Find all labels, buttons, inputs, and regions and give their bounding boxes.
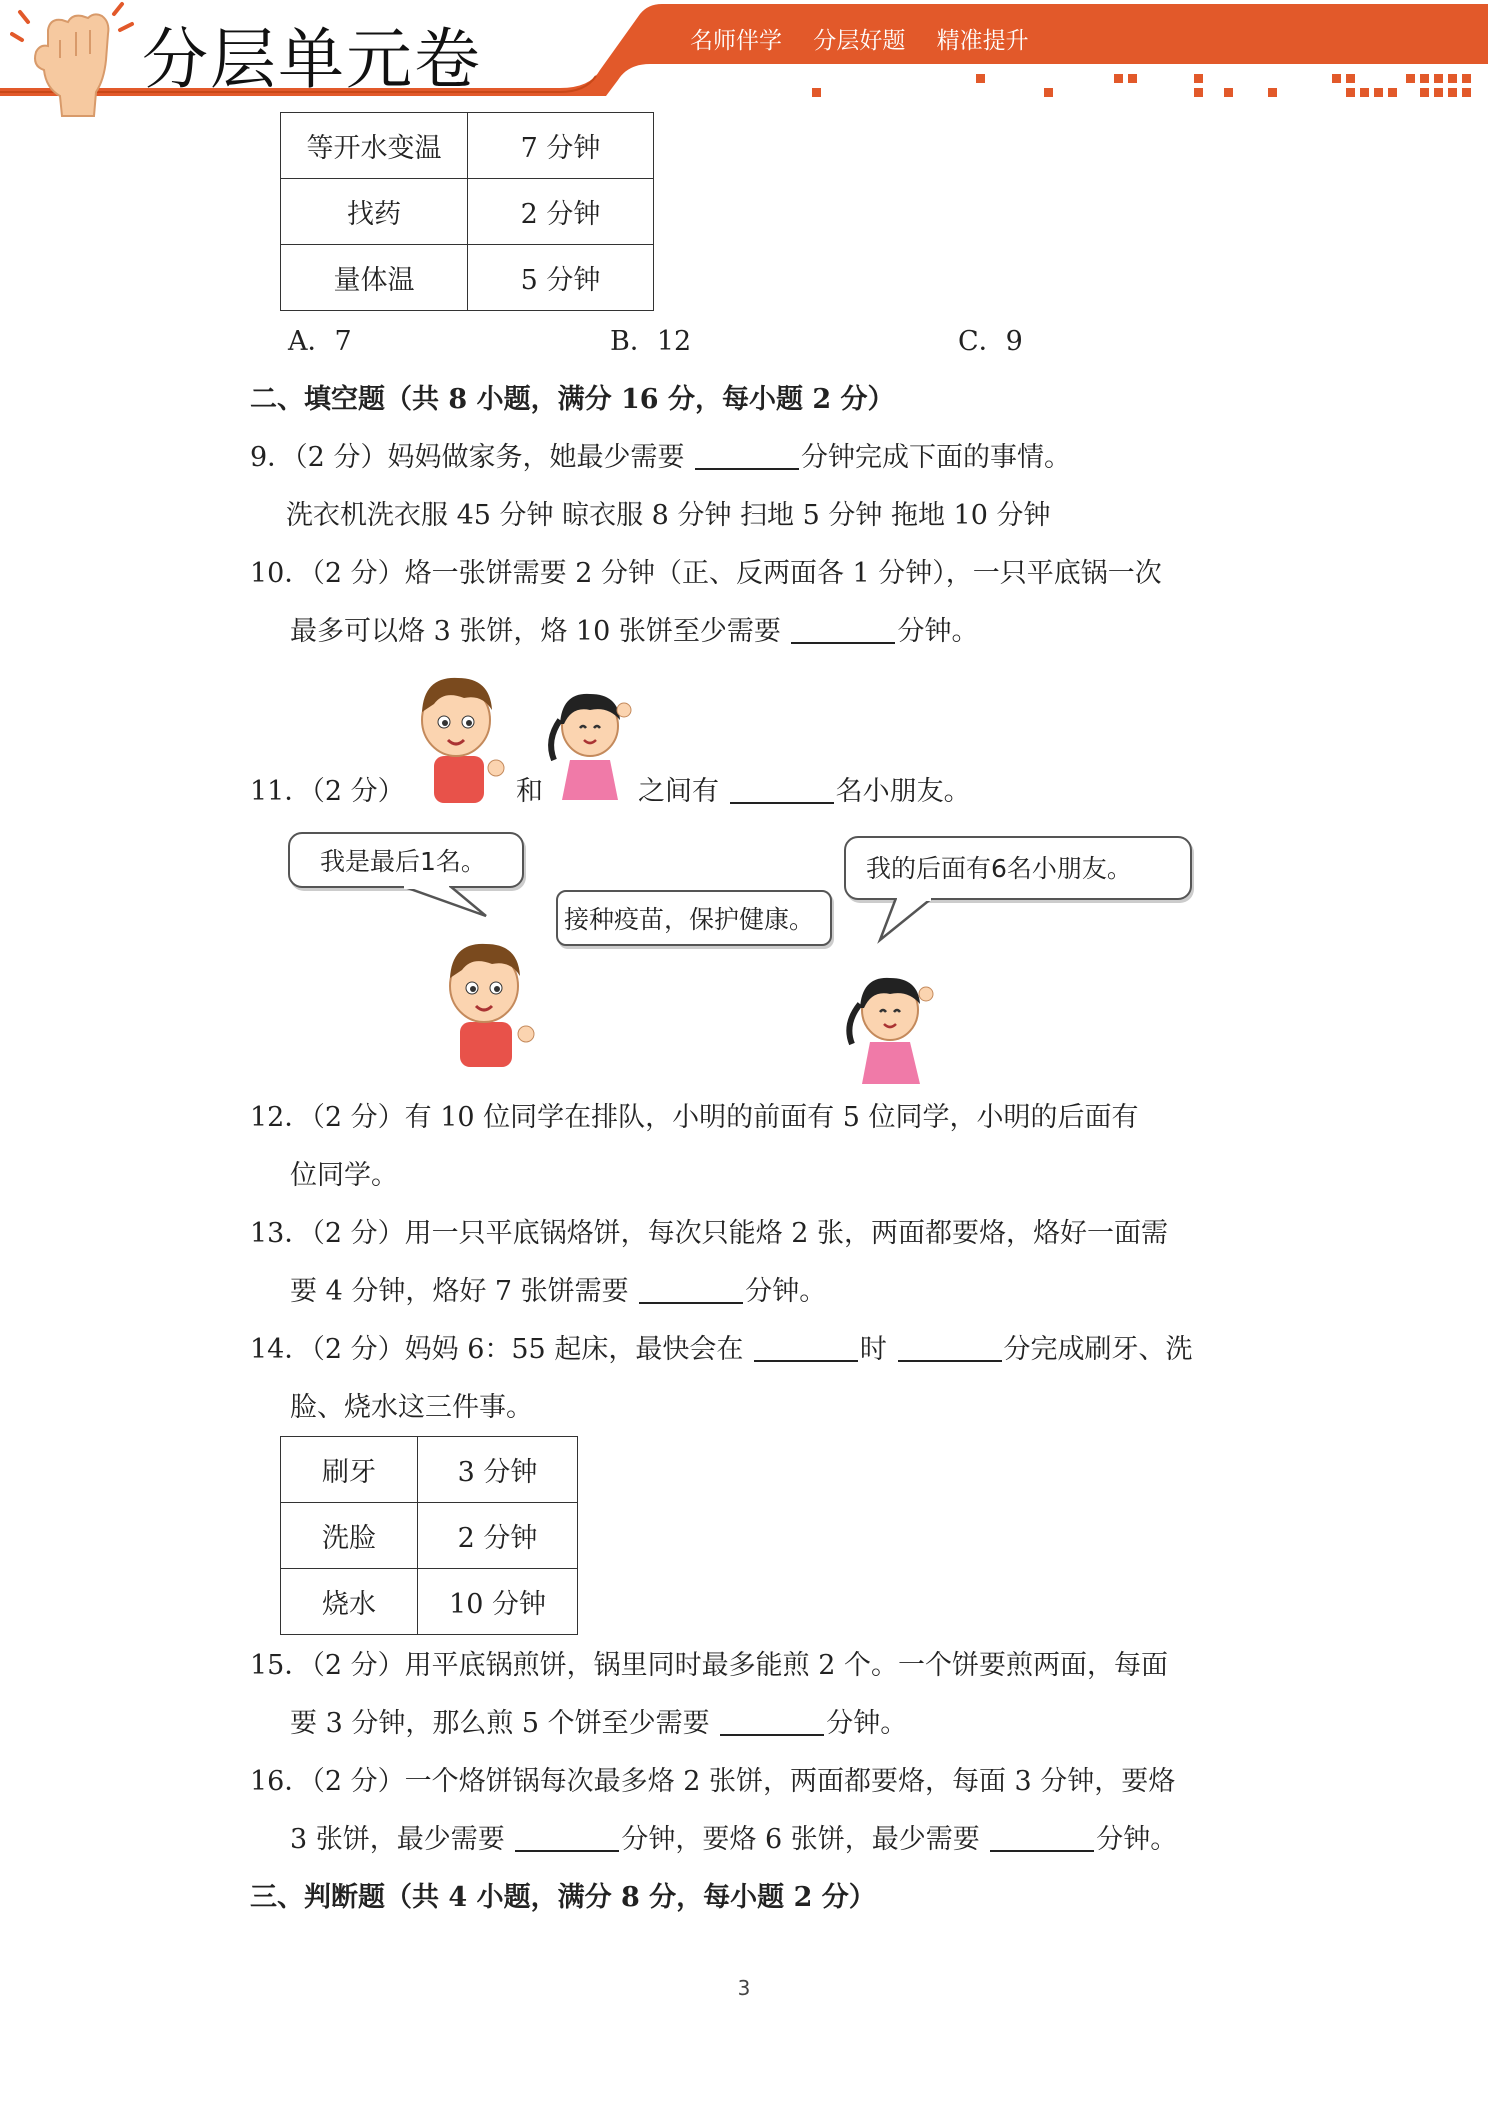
header-title: 分层单元卷 bbox=[142, 21, 482, 98]
table-row bbox=[281, 113, 654, 179]
table-cell: 找药 bbox=[281, 179, 468, 245]
table-cell: 10 分钟 bbox=[418, 1569, 578, 1635]
answer-blank[interactable] bbox=[791, 614, 895, 644]
table-cell: 5 分钟 bbox=[468, 245, 654, 311]
bubble-text: 接种疫苗，保护健康。 bbox=[564, 905, 815, 934]
page-number: 3 bbox=[737, 1976, 751, 2000]
header-slogans bbox=[690, 22, 1053, 55]
q13-text: 要 4 分钟，烙好 7 张饼需要 bbox=[290, 1276, 629, 1307]
q9-tasks: 洗衣机洗衣服 45 分钟 晾衣服 8 分钟 扫地 5 分钟 拖地 10 分钟 bbox=[286, 500, 1051, 531]
table-cell: 3 分钟 bbox=[418, 1437, 578, 1503]
speech-bubble-right bbox=[844, 836, 1192, 900]
answer-blank[interactable] bbox=[695, 440, 799, 470]
q13-line2 bbox=[290, 1272, 826, 1312]
q14-mid: 时 bbox=[859, 1334, 887, 1365]
q14-time-table bbox=[280, 1436, 578, 1635]
table-cell: 等开水变温 bbox=[281, 113, 468, 179]
boy-illustration bbox=[404, 668, 514, 803]
slogan-2: 分层好题 bbox=[813, 28, 906, 54]
q16-text-c: 分钟。 bbox=[1096, 1824, 1178, 1855]
slogan-1: 名师伴学 bbox=[690, 28, 782, 54]
q11-prefix: 11．（2 分） bbox=[250, 776, 405, 807]
q16-line2 bbox=[290, 1820, 1177, 1860]
q8-option-a: A．7 bbox=[288, 326, 352, 357]
q14-line2: 脸、烧水这三件事。 bbox=[290, 1392, 533, 1423]
boy-illustration bbox=[428, 932, 548, 1067]
question-14 bbox=[250, 1330, 1193, 1370]
section-heading: 二、填空题（共 8 小题，满分 16 分，每小题 2 分） bbox=[250, 384, 895, 415]
q12-line2: 位同学。 bbox=[290, 1160, 398, 1191]
slogan-3: 精准提升 bbox=[936, 28, 1029, 54]
bubble-text: 我的后面有6名小朋友。 bbox=[866, 854, 1132, 883]
table-cell: 2 分钟 bbox=[418, 1503, 578, 1569]
answer-blank[interactable] bbox=[990, 1822, 1094, 1852]
answer-blank[interactable] bbox=[898, 1332, 1002, 1362]
q15-suffix: 分钟。 bbox=[826, 1708, 908, 1739]
bubble-text: 我是最后1名。 bbox=[320, 847, 486, 876]
table-row bbox=[281, 1503, 578, 1569]
table-cell: 刷牙 bbox=[281, 1437, 418, 1503]
q8-time-table bbox=[280, 112, 654, 311]
girl-illustration bbox=[540, 680, 640, 805]
table-row bbox=[281, 179, 654, 245]
q15-line2 bbox=[290, 1704, 907, 1744]
table-cell: 量体温 bbox=[281, 245, 468, 311]
question-10: 10．（2 分）烙一张饼需要 2 分钟（正、反两面各 1 分钟），一只平底锅一次 bbox=[250, 558, 1162, 589]
table-cell: 烧水 bbox=[281, 1569, 418, 1635]
q10-suffix: 分钟。 bbox=[897, 616, 979, 647]
question-9 bbox=[250, 438, 1071, 478]
q11-suffix: 名小朋友。 bbox=[835, 776, 971, 807]
q14-suffix: 分完成刷牙、洗 bbox=[1003, 1334, 1193, 1365]
table-cell: 洗脸 bbox=[281, 1503, 418, 1569]
answer-blank[interactable] bbox=[754, 1332, 858, 1362]
question-13: 13．（2 分）用一只平底锅烙饼，每次只能烙 2 张，两面都要烙，烙好一面需 bbox=[250, 1218, 1168, 1249]
speech-bubble-middle bbox=[556, 890, 832, 946]
bubble-tail bbox=[872, 898, 952, 944]
question-11 bbox=[638, 772, 971, 812]
q8-option-c: C．9 bbox=[958, 326, 1023, 357]
bubble-tail bbox=[400, 886, 490, 920]
answer-blank[interactable] bbox=[720, 1706, 824, 1736]
q10-line2 bbox=[290, 612, 978, 652]
q16-text-b: 分钟，要烙 6 张饼，最少需要 bbox=[621, 1824, 980, 1855]
question-16: 16．（2 分）一个烙饼锅每次最多烙 2 张饼，两面都要烙，每面 3 分钟，要烙 bbox=[250, 1766, 1176, 1797]
answer-blank[interactable] bbox=[515, 1822, 619, 1852]
table-cell: 7 分钟 bbox=[468, 113, 654, 179]
table-cell: 2 分钟 bbox=[468, 179, 654, 245]
q8-option-b: B．12 bbox=[610, 326, 692, 357]
girl-illustration bbox=[836, 966, 946, 1086]
fist-logo-icon bbox=[10, 0, 140, 120]
answer-blank[interactable] bbox=[730, 774, 834, 804]
question-12: 12．（2 分）有 10 位同学在排队，小明的前面有 5 位同学，小明的后面有 bbox=[250, 1102, 1139, 1133]
q15-text: 要 3 分钟，那么煎 5 个饼至少需要 bbox=[290, 1708, 710, 1739]
q14-text: 14．（2 分）妈妈 6：55 起床，最快会在 bbox=[250, 1334, 744, 1365]
question-15: 15．（2 分）用平底锅煎饼，锅里同时最多能煎 2 个。一个饼要煎两面，每面 bbox=[250, 1650, 1168, 1681]
answer-blank[interactable] bbox=[639, 1274, 743, 1304]
q10-text: 最多可以烙 3 张饼，烙 10 张饼至少需要 bbox=[290, 616, 781, 647]
q9-text: 9．（2 分）妈妈做家务，她最少需要 bbox=[250, 442, 685, 473]
table-row bbox=[281, 1569, 578, 1635]
q11-and: 和 bbox=[516, 776, 543, 807]
q16-text-a: 3 张饼，最少需要 bbox=[290, 1824, 505, 1855]
speech-bubble-left bbox=[288, 832, 524, 888]
section-heading: 三、判断题（共 4 小题，满分 8 分，每小题 2 分） bbox=[250, 1882, 876, 1913]
table-row bbox=[281, 245, 654, 311]
q13-suffix: 分钟。 bbox=[745, 1276, 827, 1307]
q11-text: 之间有 bbox=[638, 776, 719, 807]
table-row bbox=[281, 1437, 578, 1503]
q9-suffix: 分钟完成下面的事情。 bbox=[801, 442, 1072, 473]
